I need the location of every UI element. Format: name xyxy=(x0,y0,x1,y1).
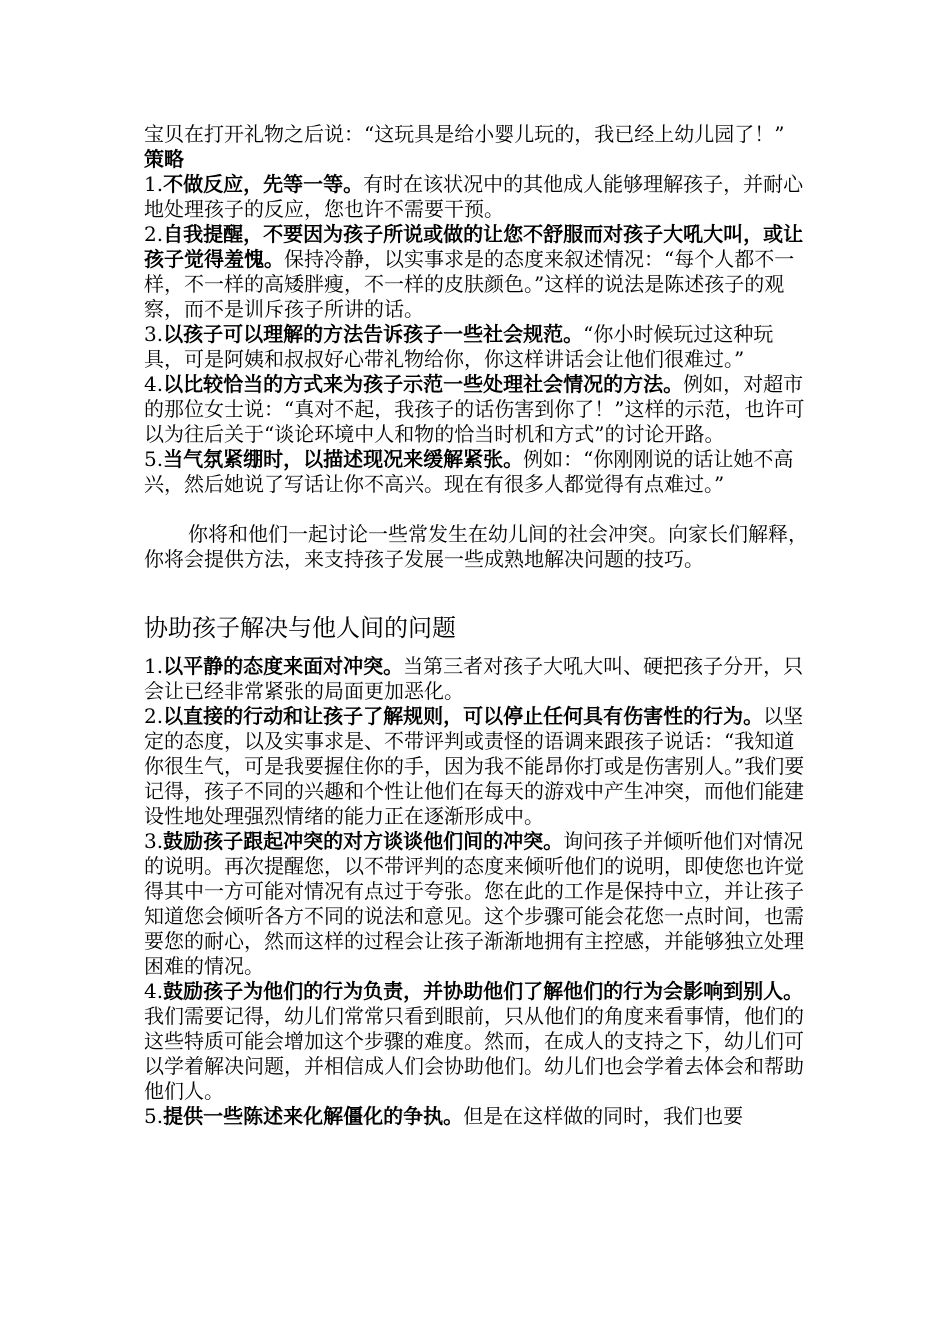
problem-number: 5. xyxy=(144,1104,164,1128)
strategy-bold-text: 当气氛紧绷时，以描述现况来缓解紧张。 xyxy=(163,447,524,471)
strategy-item-5 xyxy=(144,447,810,497)
paragraph-spacer xyxy=(144,497,810,522)
problem-number: 1. xyxy=(144,654,164,678)
document-page xyxy=(144,122,810,1129)
section-title: 协助孩子解决与他人间的问题 xyxy=(144,614,456,642)
strategy-body-text: “你小时候玩过这种玩具，可是阿姨和叔叔好心带礼物给你，你这样讲话会让他们很难过。” xyxy=(144,322,774,371)
problem-body-text: 但是在这样做的同时，我们也要 xyxy=(463,1104,744,1128)
problem-body-text: 当第三者对孩子大吼大叫、硬把孩子分开，只会让已经非常紧张的局面更加恶化。 xyxy=(144,654,804,703)
strategy-item-2 xyxy=(144,222,810,322)
problem-item-2 xyxy=(144,704,810,829)
problem-body-text: 我们需要记得，幼儿们常常只看到眼前，只从他们的角度来看事情，他们的这些特质可能会增加这个步骤的难度。然而，在成人的支持之下，幼儿们可以学着解决问题，并相信成人们会协助他们。幼儿们也会学着去体会和帮助他们人。 xyxy=(144,1004,804,1103)
strategy-item-4 xyxy=(144,372,810,447)
strategy-item-1 xyxy=(144,172,810,222)
strategy-bold-text: 自我提醒，不要因为孩子所说或做的让您不舒服而对孩子大吼大叫，或让孩子觉得羞愧。 xyxy=(144,222,804,271)
problem-bold-text: 以直接的行动和让孩子了解规则，可以停止任何具有伤害性的行为。 xyxy=(163,704,764,728)
body-paragraph: 你将和他们一起讨论一些常发生在幼儿间的社会冲突。向家长们解释，你将会提供方法，来支持孩子发展一些成熟地解决问题的技巧。 xyxy=(144,522,808,571)
problem-item-3 xyxy=(144,829,810,979)
strategy-heading: 策略 xyxy=(144,147,184,171)
strategy-body-text: 有时在该状况中的其他成人能够理解孩子，并耐心地处理孩子的反应，您也许不需要干预。 xyxy=(144,172,804,221)
strategy-body-text: 例如：“你刚刚说的话让她不高兴，然后她说了写话让你不高兴。现在有很多人都觉得有点难过。” xyxy=(144,447,794,496)
problem-bold-text: 鼓励孩子为他们的行为负责，并协助他们了解他们的行为会影响到别人。 xyxy=(163,979,804,1003)
problem-item-4 xyxy=(144,979,810,1104)
problem-number: 3. xyxy=(144,829,164,853)
strategy-number: 5. xyxy=(144,447,164,471)
strategy-number: 1. xyxy=(144,172,164,196)
strategy-number: 4. xyxy=(144,372,164,396)
strategy-bold-text: 以孩子可以理解的方法告诉孩子一些社会规范。 xyxy=(163,322,584,346)
strategy-body-text: 例如，对超市的那位女士说：“真对不起，我孩子的话伤害到你了！”这样的示范，也许可以为往后关于“谈论环境中人和物的恰当时机和方式”的讨论开路。 xyxy=(144,372,805,446)
strategy-number: 3. xyxy=(144,322,164,346)
strategy-number: 2. xyxy=(144,222,164,246)
intro-text: 宝贝在打开礼物之后说：“这玩具是给小婴儿玩的，我已经上幼儿园了！” xyxy=(144,122,785,146)
problem-number: 2. xyxy=(144,704,164,728)
problem-item-5 xyxy=(144,1104,810,1129)
strategy-item-3 xyxy=(144,322,810,372)
problem-bold-text: 以平静的态度来面对冲突。 xyxy=(163,654,404,678)
problem-number: 4. xyxy=(144,979,164,1003)
problem-body-text: 询问孩子并倾听他们对情况的说明。再次提醒您，以不带评判的态度来倾听他们的说明，即使您也许觉得其中一方可能对情况有点过于夸张。您在此的工作是保持中立，并让孩子知道您会倾听各方不同的说法和意见。这个步骤可能会花您一点时间，也需要您的耐心，然而这样的过程会让孩子渐渐地拥有主控感，并能够独立处理困难的情况。 xyxy=(144,829,804,978)
problem-bold-text: 鼓励孩子跟起冲突的对方谈谈他们间的冲突。 xyxy=(163,829,564,853)
strategy-bold-text: 不做反应，先等一等。 xyxy=(163,172,364,196)
strategy-bold-text: 以比较恰当的方式来为孩子示范一些处理社会情况的方法。 xyxy=(163,372,684,396)
problem-bold-text: 提供一些陈述来化解僵化的争执。 xyxy=(163,1104,464,1128)
strategy-body-text: 保持冷静，以实事求是的态度来叙述情况：“每个人都不一样，不一样的高矮胖瘦，不一样的皮肤颜色。”这样的说法是陈述孩子的观察，而不是训斥孩子所讲的话。 xyxy=(144,247,795,321)
problem-body-text: 以坚定的态度，以及实事求是、不带评判或责怪的语调来跟孩子说话：“我知道你很生气，可是我要握住你的手，因为我不能昂你打或是伤害别人。”我们要记得，孩子不同的兴趣和个性让他们在每天的游戏中产生冲突，而他们能建设性地处理强烈情绪的能力正在逐渐形成中。 xyxy=(144,704,805,828)
problem-item-1 xyxy=(144,654,810,704)
